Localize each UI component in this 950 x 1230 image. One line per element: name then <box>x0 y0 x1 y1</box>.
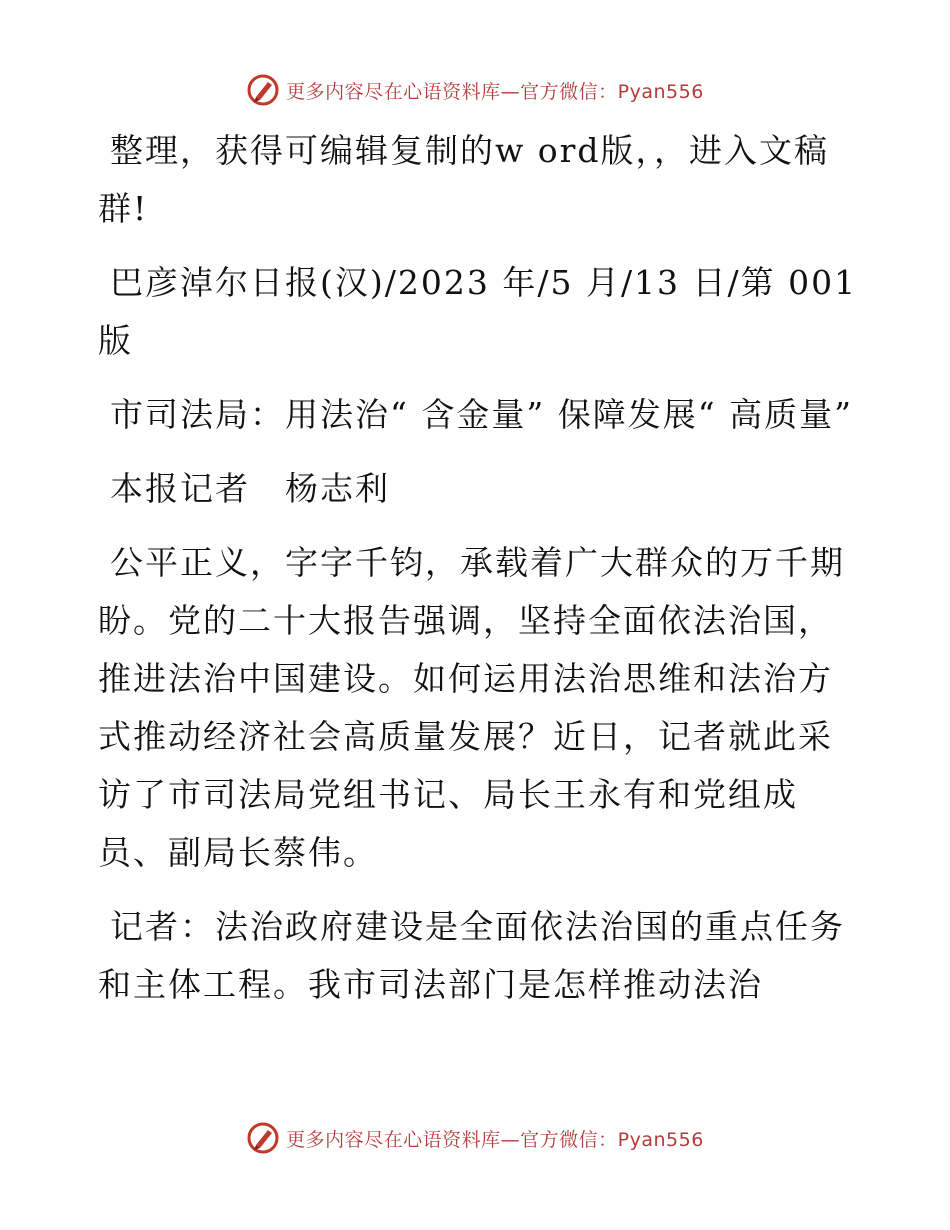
header-banner <box>0 70 950 110</box>
red-pen-circle-logo-icon <box>246 1121 280 1155</box>
footer-banner <box>0 1118 950 1158</box>
article-title: 市司法局：用法治“ 含金量” 保障发展“ 高质量” <box>110 395 853 434</box>
footer-banner-text: 更多内容尽在心语资料库—官方微信：Pyan556 <box>286 1128 704 1151</box>
red-pen-circle-logo-icon <box>246 73 280 107</box>
paragraph-2: 记者：法治政府建设是全面依法治国的重点任务和主体工程。我市司法部门是怎样推动法治 <box>98 907 845 1004</box>
byline: 本报记者 杨志利 <box>110 469 390 508</box>
header-banner-text: 更多内容尽在心语资料库—官方微信：Pyan556 <box>286 80 704 103</box>
paragraph-1: 公平正义，字字千钧，承载着广大群众的万千期盼。党的二十大报告强调，坚持全面依法治国，推进法治中国建设。如何运用法治思维和法治方式推动经济社会高质量发展？近日，记者就此采访了市司法局党组书记、局长王永有和党组成员、副局长蔡伟。 <box>98 543 845 872</box>
source-line: 巴彦淖尔日报(汉)/2023 年/5 月/13 日/第 001版 <box>98 263 858 360</box>
document-body <box>98 122 858 1030</box>
intro-line: 整理，获得可编辑复制的w ord版，，进入文稿群! <box>98 131 830 228</box>
